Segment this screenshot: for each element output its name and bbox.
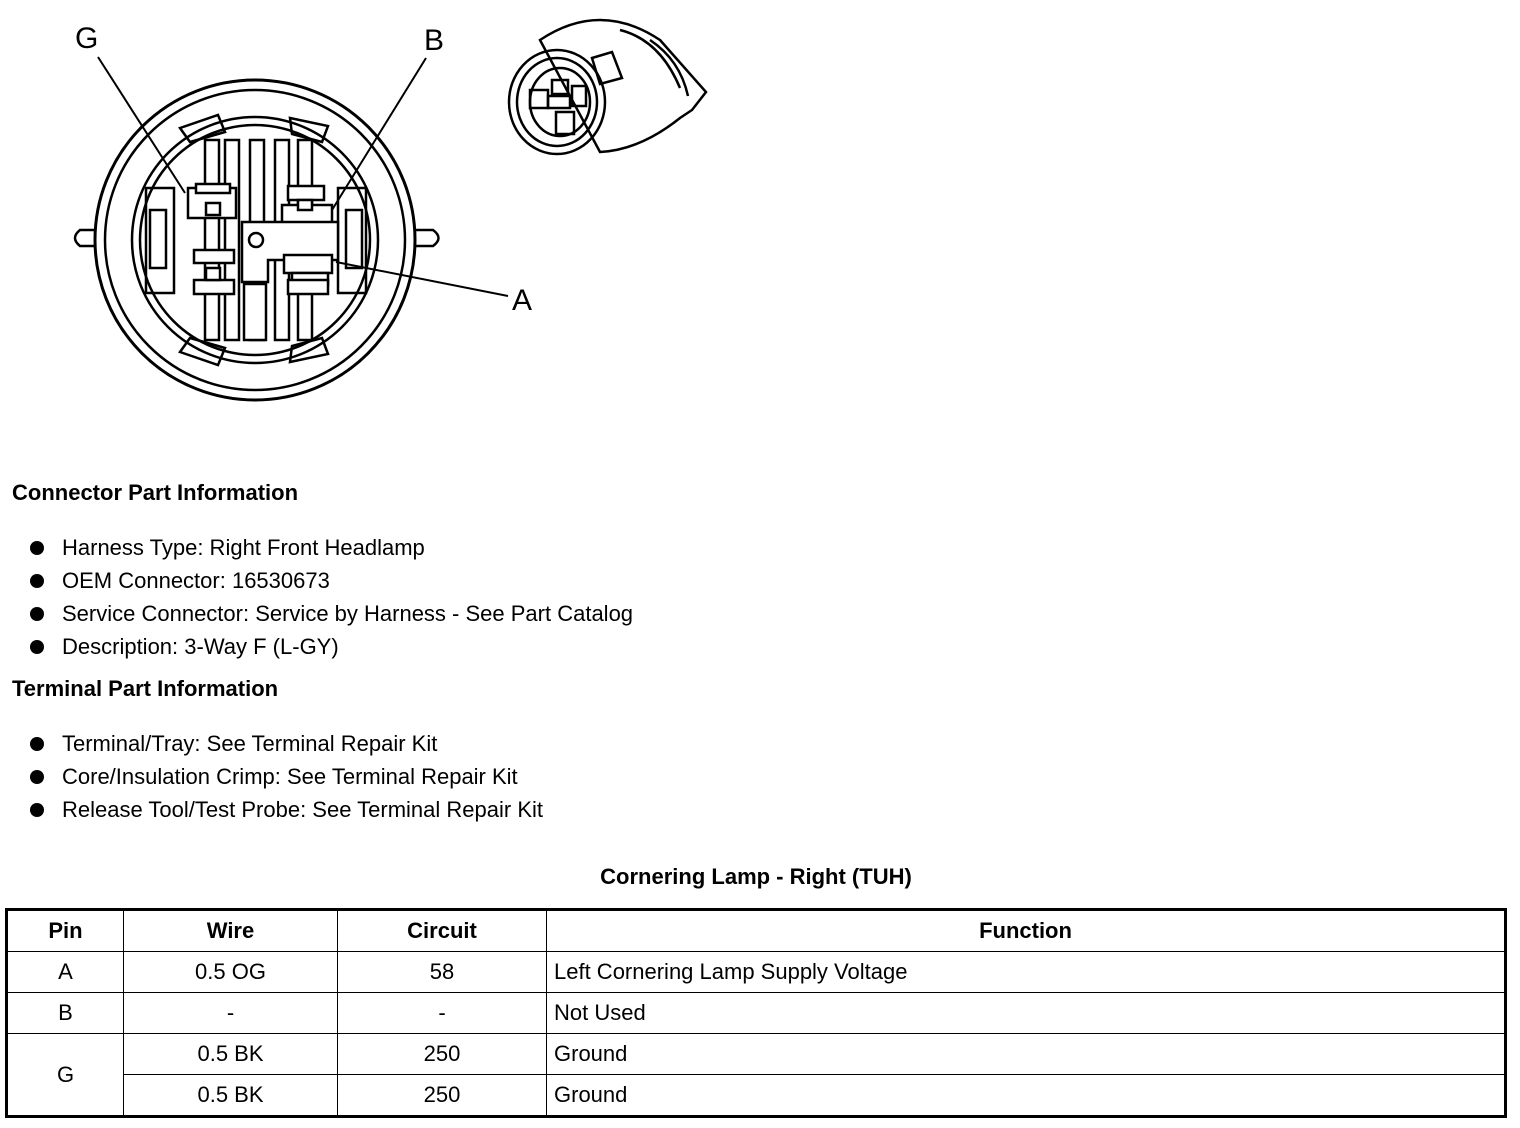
- header-circuit: Circuit: [338, 910, 547, 952]
- table-header-row: [7, 910, 1506, 952]
- table-row: [7, 952, 1506, 993]
- bullet-icon: [30, 803, 44, 817]
- cell-pin: B: [7, 993, 124, 1034]
- callout-g: G: [75, 22, 99, 55]
- header-function: Function: [547, 910, 1506, 952]
- cell-function: Ground: [547, 1075, 1506, 1117]
- list-item: [30, 727, 543, 760]
- table-row: [7, 993, 1506, 1034]
- right-mount-ear: [415, 230, 439, 246]
- cell-wire: -: [124, 993, 338, 1034]
- cell-circuit: -: [338, 993, 547, 1034]
- connector-info-list: [30, 531, 633, 663]
- list-item-text: Terminal/Tray: See Terminal Repair Kit: [62, 731, 438, 756]
- header-wire: Wire: [124, 910, 338, 952]
- list-item: [30, 630, 633, 663]
- cell-wire: 0.5 BK: [124, 1034, 338, 1075]
- cell-pin: A: [7, 952, 124, 993]
- list-item: [30, 564, 633, 597]
- connector-info-heading: Connector Part Information: [12, 480, 299, 505]
- bullet-icon: [30, 574, 44, 588]
- pinout-table: [5, 908, 1507, 1118]
- cell-circuit: 58: [338, 952, 547, 993]
- list-item-text: Service Connector: Service by Harness - See Part Catalog: [62, 601, 634, 626]
- leader-b: [332, 58, 426, 210]
- bullet-icon: [30, 737, 44, 751]
- leader-a: [336, 262, 508, 296]
- table-title: Cornering Lamp - Right (TUH): [600, 864, 912, 889]
- bullet-icon: [30, 607, 44, 621]
- callout-b: B: [424, 24, 445, 57]
- bullet-icon: [30, 640, 44, 654]
- list-item-text: Harness Type: Right Front Headlamp: [62, 535, 425, 560]
- callout-a: A: [512, 284, 533, 317]
- bullet-icon: [30, 770, 44, 784]
- connector-3d-view: [509, 20, 706, 154]
- list-item: [30, 597, 633, 630]
- list-item: [30, 760, 543, 793]
- cell-circuit: 250: [338, 1075, 547, 1117]
- cell-circuit: 250: [338, 1034, 547, 1075]
- list-item: [30, 531, 633, 564]
- cell-wire: 0.5 BK: [124, 1075, 338, 1117]
- terminal-info-list: [30, 727, 543, 826]
- terminal-a: [284, 255, 332, 273]
- list-item-text: Release Tool/Test Probe: See Terminal Repair Kit: [62, 797, 543, 822]
- cell-function: Ground: [547, 1034, 1506, 1075]
- bullet-icon: [30, 541, 44, 555]
- table-row: [7, 1034, 1506, 1075]
- terminal-info-heading: Terminal Part Information: [12, 676, 279, 701]
- cell-function: Not Used: [547, 993, 1506, 1034]
- list-item: [30, 793, 543, 826]
- cell-function: Left Cornering Lamp Supply Voltage: [547, 952, 1506, 993]
- list-item-text: OEM Connector: 16530673: [62, 568, 330, 593]
- connector-diagram: [0, 0, 1520, 450]
- left-mount-ear: [75, 230, 96, 246]
- list-item-text: Description: 3-Way F (L-GY): [62, 634, 339, 659]
- cell-pin: G: [7, 1034, 124, 1117]
- list-item-text: Core/Insulation Crimp: See Terminal Repair Kit: [62, 764, 518, 789]
- cell-wire: 0.5 OG: [124, 952, 338, 993]
- header-pin: Pin: [7, 910, 124, 952]
- table-row: [7, 1075, 1506, 1117]
